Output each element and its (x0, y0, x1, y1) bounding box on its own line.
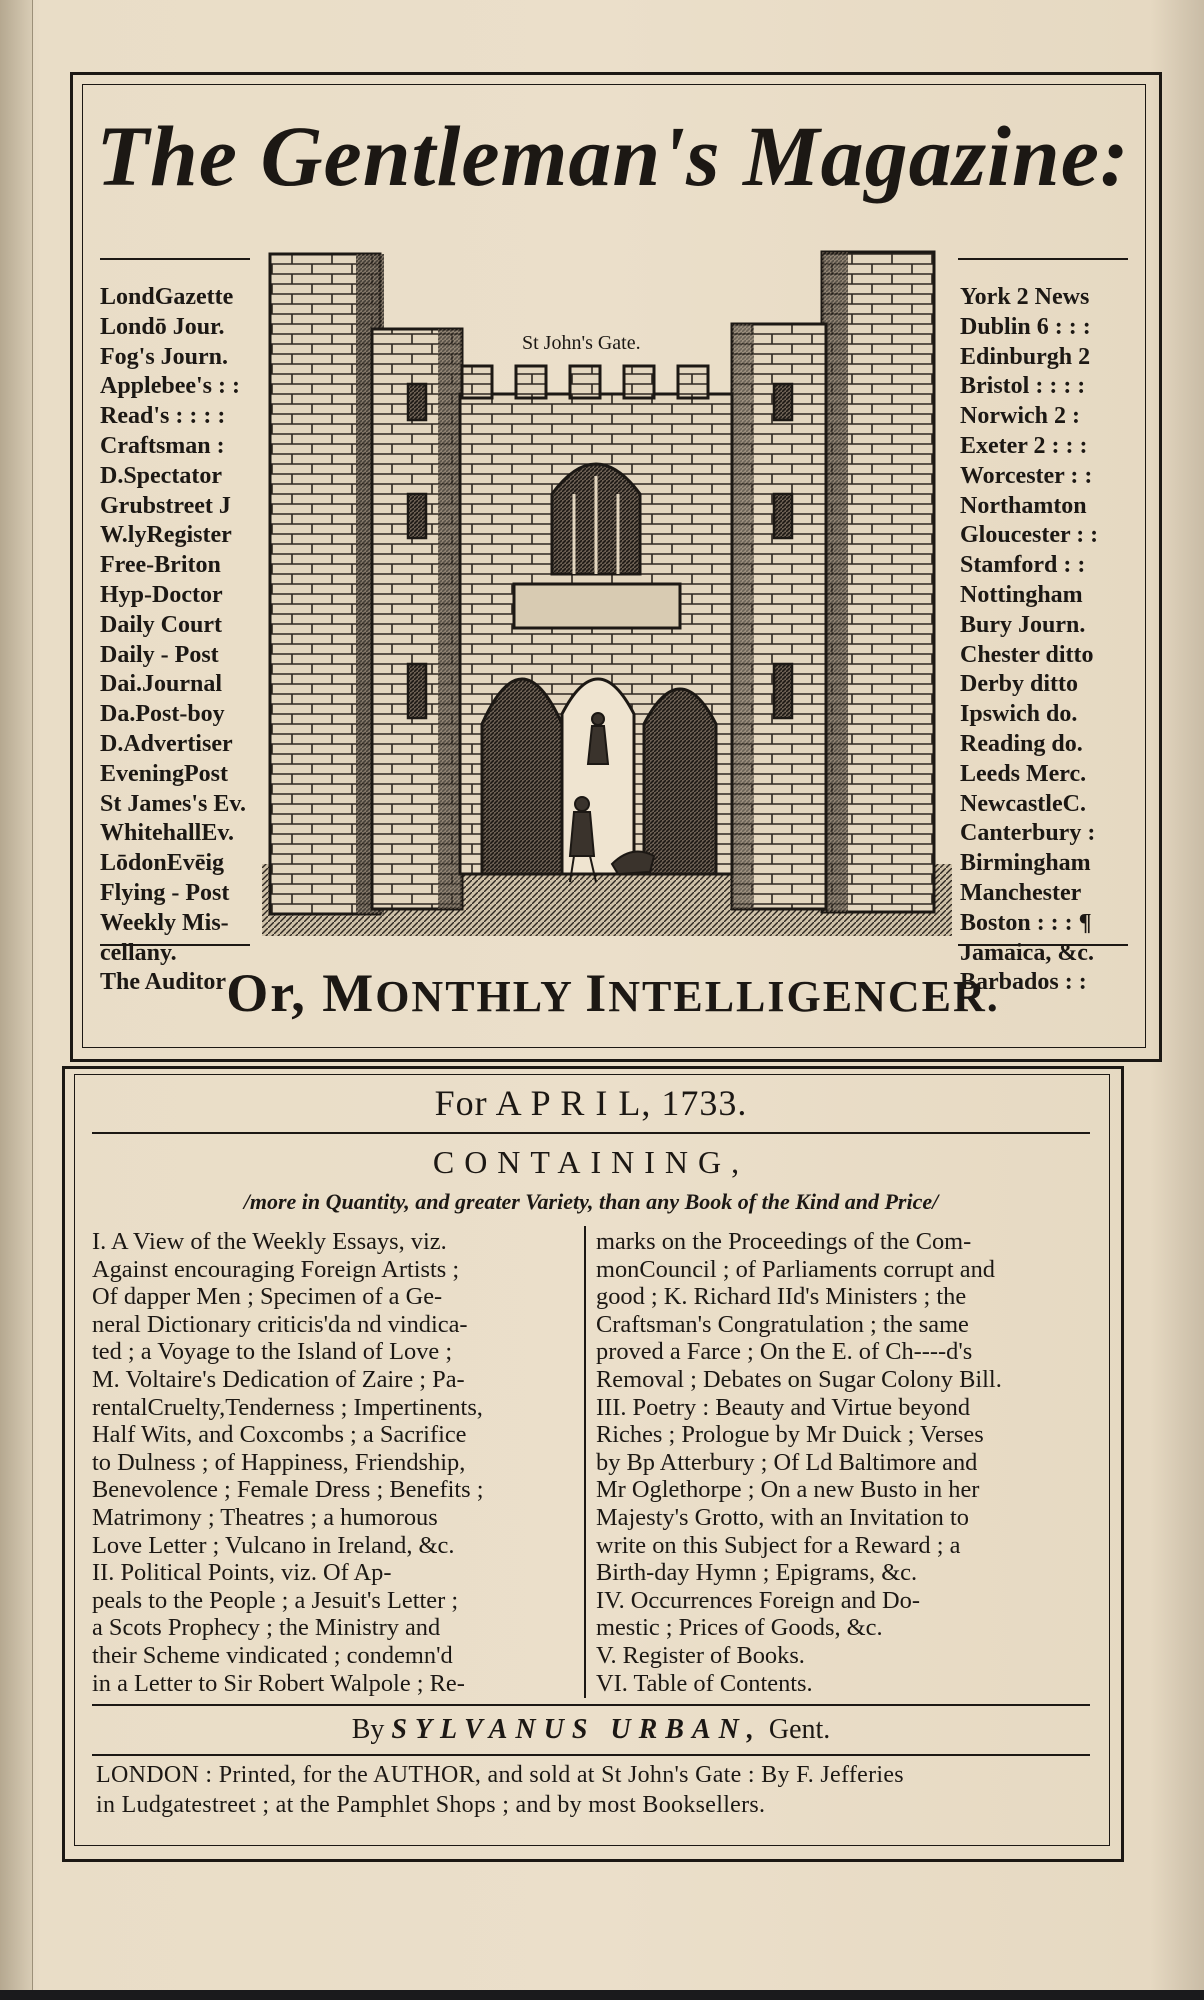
issue-month: A P R I L, (495, 1083, 652, 1123)
newspaper-title: St James's Ev. (100, 790, 247, 817)
contents-left-column (92, 1228, 576, 1697)
byline-prefix: By (351, 1714, 385, 1745)
newspaper-title: Birmingham (960, 850, 1091, 877)
newspaper-title: Ipswich do. (960, 701, 1078, 728)
imprint-line-1: LONDON : Printed, for the AUTHOR, and sold at St John's Gate : By F. Jefferies (96, 1762, 904, 1788)
newspaper-title: Grubstreet J (100, 492, 231, 519)
byline (74, 1708, 1108, 1752)
newspaper-title: Exeter 2 : : : (960, 432, 1088, 459)
newspaper-title: Da.Post-boy (100, 701, 225, 728)
newspaper-title: LondGazette (100, 284, 234, 310)
contents-line: Matrimony ; Theatres ; a humorous (92, 1503, 438, 1531)
newspaper-title: Canterbury : (960, 820, 1096, 847)
contents-line: monCouncil ; of Parliaments corrupt and (596, 1255, 995, 1283)
subtitle-rest: ONTHLY (375, 972, 586, 1021)
newspaper-title: Northamton (960, 492, 1087, 519)
newspaper-title: Chester ditto (960, 641, 1094, 668)
imprint-line-2: in Ludgatestreet ; at the Pamphlet Shops ; and by most Booksellers. (96, 1792, 766, 1818)
byline-top-rule (92, 1704, 1090, 1706)
contents-line: their Scheme vindicated ; condemn'd (92, 1641, 453, 1669)
newspaper-title: York 2 News (960, 284, 1090, 310)
newspaper-title: LōdonEvēig (100, 850, 225, 877)
newspaper-title: Boston : : : ¶ (960, 909, 1092, 936)
contents-line: mestic ; Prices of Goods, &c. (596, 1614, 883, 1642)
newspaper-title: D.Advertiser (100, 730, 233, 757)
newspaper-title: Edinburgh 2 (960, 343, 1091, 370)
newspaper-title: Free-Briton (100, 552, 221, 579)
contents-line: Riches ; Prologue by Mr Duick ; Verses (596, 1421, 984, 1449)
contents-heading: CONTAINING, (432, 1144, 750, 1180)
right-arch (644, 689, 716, 874)
contents-line: Against encouraging Foreign Artists ; (92, 1255, 460, 1283)
facing-page-edge (0, 0, 33, 2000)
newspaper-title: NewcastleC. (960, 790, 1086, 817)
contents-line: Craftsman's Congratulation ; the same (596, 1310, 969, 1338)
contents-line: Half Wits, and Coxcombs ; a Sacrifice (92, 1421, 467, 1449)
contents-line: by Bp Atterbury ; Of Ld Baltimore and (596, 1448, 978, 1476)
newspaper-title: cellany. (100, 939, 177, 966)
contents-line: ted ; a Voyage to the Island of Love ; (92, 1338, 453, 1366)
newspaper-title: Bristol : : : : (960, 373, 1086, 400)
issue-year: 1733. (661, 1083, 748, 1123)
contents-line: in a Letter to Sir Robert Walpole ; Re- (92, 1669, 465, 1697)
contents-tagline: /more in Quantity, and greater Variety, than any Book of the Kind and Price/ (243, 1189, 939, 1214)
newspaper-title: Flying - Post (100, 879, 230, 906)
newspaper-title: Gloucester : : (960, 522, 1099, 549)
contents-line: M. Voltaire's Dedication of Zaire ; Pa- (92, 1365, 465, 1393)
newspaper-title: Dublin 6 : : : (960, 313, 1091, 340)
contents-line: marks on the Proceedings of the Com- (596, 1228, 972, 1255)
contents-line: Mr Oglethorpe ; On a new Busto in her (596, 1476, 980, 1504)
right-column-bottom-rule (958, 944, 1128, 946)
contents-line: V. Register of Books. (596, 1641, 805, 1669)
page-bottom-edge (0, 1990, 1204, 2000)
left-arch (482, 679, 562, 874)
contents-line: peals to the People ; a Jesuit's Letter ; (92, 1586, 459, 1614)
issue-line (74, 1078, 1108, 1128)
newspaper-title: Applebee's : : (100, 373, 240, 400)
woodcut-caption: St John's Gate. (522, 332, 641, 354)
contents-line: Birth-day Hymn ; Epigrams, &c. (596, 1559, 918, 1587)
contents-line: neral Dictionary criticis'da nd vindica- (92, 1310, 468, 1338)
imprint-top-rule (92, 1754, 1090, 1756)
contents-line: Love Letter ; Vulcano in Ireland, &c. (92, 1531, 455, 1559)
newspaper-title: Daily Court (100, 611, 222, 638)
newspaper-title: Dai.Journal (100, 671, 223, 698)
newspaper-title: Manchester (960, 879, 1082, 906)
newspaper-title: Daily - Post (100, 641, 219, 668)
contents-line: Benevolence ; Female Dress ; Benefits ; (92, 1476, 484, 1504)
left-column-rule (100, 258, 250, 260)
contents-line: rentalCruelty,Tenderness ; Impertinents, (92, 1393, 483, 1421)
newspaper-list-right (960, 283, 1128, 998)
contents-line: good ; K. Richard IId's Ministers ; the (596, 1283, 967, 1311)
issue-prefix: For (434, 1083, 488, 1123)
newspaper-title: Nottingham (960, 581, 1083, 608)
contents-line: VI. Table of Contents. (596, 1669, 813, 1697)
byline-author: SYLVANUS URBAN, (391, 1714, 762, 1745)
newspaper-title: D.Spectator (100, 462, 222, 489)
newspaper-title: Londō Jour. (100, 313, 225, 340)
contents-line: proved a Farce ; On the E. of Ch----d's (596, 1338, 973, 1366)
newspaper-title: Fog's Journ. (100, 343, 229, 370)
newspaper-title: Jamaica, &c. (960, 939, 1094, 966)
newspaper-title: Read's : : : : (100, 403, 226, 430)
magazine-subtitle (82, 958, 1144, 1032)
contents-column-divider (584, 1226, 586, 1698)
newspaper-title: WhitehallEv. (100, 820, 235, 847)
newspaper-list-left (100, 283, 278, 998)
newspaper-title: Hyp-Doctor (100, 581, 223, 608)
contents-line: IV. Occurrences Foreign and Do- (596, 1586, 920, 1614)
newspaper-title: W.lyRegister (100, 522, 232, 549)
issue-rule (92, 1132, 1090, 1134)
contents-line: write on this Subject for a Reward ; a (596, 1531, 961, 1559)
contents-line: Removal ; Debates on Sugar Colony Bill. (596, 1365, 1002, 1393)
newspaper-title: Worcester : : (960, 462, 1093, 489)
contents-right-column (596, 1228, 1096, 1697)
newspaper-title: Barbados : : (960, 969, 1087, 996)
newspaper-title: Weekly Mis- (100, 909, 229, 936)
left-column-bottom-rule (100, 944, 250, 946)
right-column-rule (958, 258, 1128, 260)
contents-line: Majesty's Grotto, with an Invitation to (596, 1503, 969, 1531)
newspaper-title: Craftsman : (100, 432, 225, 459)
newspaper-title: Leeds Merc. (960, 760, 1087, 787)
contents-line: II. Political Points, viz. Of Ap- (92, 1559, 392, 1587)
magazine-title: The Gentleman's Magazine: (96, 108, 1130, 204)
contents-line: Of dapper Men ; Specimen of a Ge- (92, 1283, 443, 1311)
newspaper-title: The Auditor (100, 969, 227, 996)
subtitle-rest-2: NTELLIGENCER. (608, 972, 1000, 1021)
newspaper-title: Stamford : : (960, 552, 1086, 579)
byline-suffix: Gent. (768, 1714, 831, 1745)
newspaper-title: Bury Journ. (960, 611, 1086, 638)
contents-line: III. Poetry : Beauty and Virtue beyond (596, 1393, 971, 1421)
subtitle-lead: Or, M (226, 963, 376, 1023)
contents-line: to Dulness ; of Happiness, Friendship, (92, 1448, 466, 1476)
newspaper-title: Reading do. (960, 730, 1083, 757)
contents-line: a Scots Prophecy ; the Ministry and (92, 1614, 441, 1642)
newspaper-title: Derby ditto (960, 671, 1078, 698)
imprint (96, 1760, 1096, 1820)
newspaper-title: EveningPost (100, 760, 229, 787)
subtitle-lead-2: I (585, 963, 609, 1023)
newspaper-title: Norwich 2 : (960, 403, 1080, 430)
contents-line: I. A View of the Weekly Essays, viz. (92, 1228, 447, 1255)
